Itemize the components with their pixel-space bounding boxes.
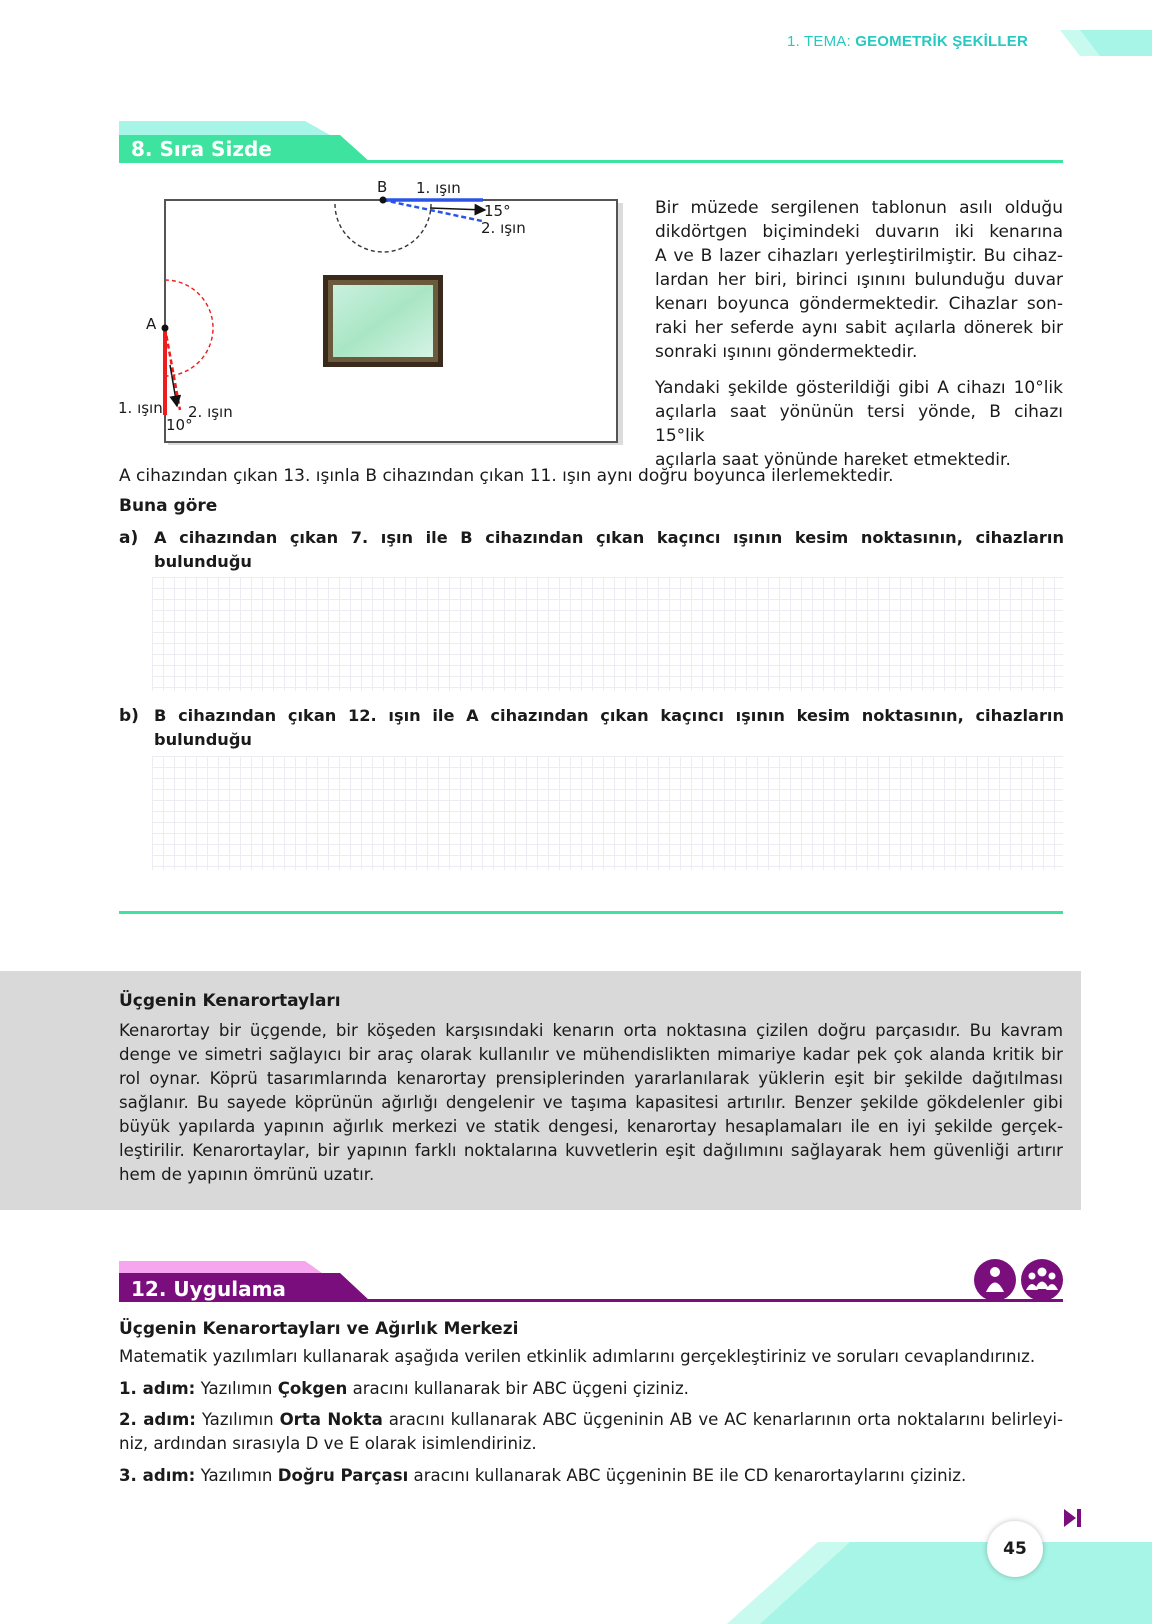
- text-line: dikdörtgen biçimindeki duvarın iki kenarına: [655, 222, 1063, 242]
- group-work-icon: [1021, 1259, 1063, 1301]
- info-box-body: [119, 1019, 1063, 1187]
- info-box-title: Üçgenin Kenarortayları: [119, 991, 341, 1011]
- figure-label-b-ray2: 2. ışın: [481, 219, 526, 237]
- painting: [323, 275, 443, 367]
- answer-area-b[interactable]: [152, 756, 1063, 870]
- individual-work-icon: [974, 1259, 1016, 1301]
- text-line: raki her seferde aynı sabit açılarla dönerek bir: [655, 318, 1063, 338]
- figure-label-a: A: [146, 315, 157, 333]
- person-icon: [974, 1259, 1016, 1301]
- step-3: [119, 1464, 966, 1488]
- question-a-line-1: A cihazından çıkan 7. ışın ile B cihazından çıkan kaçıncı ışının kesim noktasının, cihazların bulunduğu: [154, 528, 1064, 571]
- question-b-label: b): [119, 706, 139, 726]
- page-number: 45: [987, 1521, 1043, 1577]
- text-line: Kenarortay bir üçgende, bir köşeden karşısındaki kenarın orta noktasına çizilen doğru parçasıdır. Bu kavram: [119, 1021, 1063, 1040]
- theme-title: GEOMETRİK ŞEKİLLER: [855, 33, 1028, 50]
- step-3-post: aracını kullanarak ABC üçgeninin BE ile CD kenarortaylarını çiziniz.: [408, 1466, 967, 1485]
- text-line: kenarı boyunca göndermektedir. Cihazlar son-: [655, 294, 1063, 314]
- figure-label-b-angle: 15°: [484, 202, 511, 220]
- step-2-post: aracını kullanarak ABC üçgeninin AB ve AC kenarlarının orta noktalarını belirleyi-: [382, 1410, 1064, 1429]
- text-line: Bir müzede sergilenen tablonun asılı olduğu: [655, 198, 1063, 218]
- section2-title: 12. Uygulama: [131, 1277, 286, 1301]
- text-line: Yandaki şekilde gösterildiği gibi A cihazı 10°lik: [655, 378, 1063, 398]
- step-2-tool: Orta Nokta: [279, 1410, 383, 1429]
- step-3-tool: Doğru Parçası: [277, 1466, 409, 1485]
- section2-subtitle: Üçgenin Kenarortayları ve Ağırlık Merkezi: [119, 1319, 519, 1339]
- figure-label-a-ray2: 2. ışın: [188, 403, 233, 421]
- section1-title: 8. Sıra Sizde: [131, 137, 272, 161]
- problem-statement: A cihazından çıkan 13. ışınla B cihazından çıkan 11. ışın aynı doğru boyunca ilerlemektedir.: [119, 466, 894, 486]
- text-line: açılarla saat yönünün tersi yönde, B cihazı 15°lik: [655, 402, 1063, 446]
- step-1-label: 1. adım:: [119, 1379, 196, 1398]
- theme-label: [787, 33, 1028, 50]
- text-line: sonraki ışınını göndermektedir.: [655, 342, 918, 362]
- text-line: sağlanır. Bu sayede köprünün ağırlığı dengelenir ve taşıma kapasitesi artırılır. Benzer şekilde gökdelenler gibi: [119, 1093, 1063, 1112]
- section1-bottom-rule: [119, 911, 1063, 914]
- step-2-pre: Yazılımın: [195, 1410, 280, 1429]
- step-2: [119, 1408, 1063, 1456]
- next-page-arrow-icon[interactable]: [1062, 1507, 1084, 1529]
- figure-label-b: B: [377, 178, 388, 196]
- text-line: denge ve simetri sağlayıcı bir araç olarak kullanılır ve mühendislikten mimariye kadar pek çok alanda kritik bir: [119, 1045, 1063, 1064]
- figure-label-b-ray1: 1. ışın: [416, 179, 461, 197]
- a-device-point: [162, 325, 169, 332]
- question-a-label: a): [119, 528, 139, 548]
- theme-prefix: 1. TEMA:: [787, 33, 851, 50]
- description-paragraph-2: [655, 376, 1063, 472]
- section2-intro: Matematik yazılımları kullanarak aşağıda verilen etkinlik adımlarını gerçekleştiriniz ve soruları cevaplandırınız.: [119, 1347, 1036, 1366]
- step-2-line-2: niz, ardından sırasıyla D ve E olarak isimlendiriniz.: [119, 1434, 537, 1453]
- question-b-line-1: B cihazından çıkan 12. ışın ile A cihazından çıkan kaçıncı ışının kesim noktasının, cihazların bulunduğu: [154, 706, 1064, 749]
- step-3-label: 3. adım:: [119, 1466, 196, 1485]
- text-line: hem de yapının ömrünü uzatır.: [119, 1165, 375, 1184]
- figure-label-a-ray1: 1. ışın: [118, 399, 163, 417]
- step-1-pre: Yazılımın: [195, 1379, 278, 1398]
- text-line: açılarla saat yönünde hareket etmektedir.: [655, 450, 1011, 470]
- text-line: rol oynar. Köprü tasarımlarında kenarortay prensiplerinden yararlanılarak yüklerin eşit bir şekilde dağıtılması: [119, 1069, 1063, 1088]
- info-box: [0, 971, 1081, 1210]
- step-1-post: aracını kullanarak bir ABC üçgeni çiziniz.: [347, 1379, 689, 1398]
- figure-label-a-angle: 10°: [166, 416, 193, 434]
- text-line: büyük yapılarda yapının ağırlık merkezi ve statik dengesi, kenarortay hesaplamaları ile en iyi şekilde gerçek-: [119, 1117, 1063, 1136]
- text-line: lardan her biri, birinci ışınını bulunduğu duvar: [655, 270, 1063, 290]
- people-group-icon: [1021, 1259, 1063, 1301]
- text-line: leştirilir. Kenarortaylar, bir yapının farklı noktalarına kuvvetlerin eşit dağılımını sağlayarak hem güvenliği artırır: [119, 1141, 1063, 1160]
- footer-decoration: [0, 1530, 1152, 1624]
- step-1: [119, 1377, 689, 1401]
- buna-gore-label: Buna göre: [119, 496, 218, 516]
- step-1-tool: Çokgen: [277, 1379, 348, 1398]
- step-3-pre: Yazılımın: [195, 1466, 278, 1485]
- answer-area-a[interactable]: [152, 577, 1063, 691]
- description-paragraph-1: [655, 196, 1063, 364]
- text-line: A ve B lazer cihazları yerleştirilmiştir. Bu cihaz-: [655, 246, 1063, 266]
- step-2-label: 2. adım:: [119, 1410, 196, 1429]
